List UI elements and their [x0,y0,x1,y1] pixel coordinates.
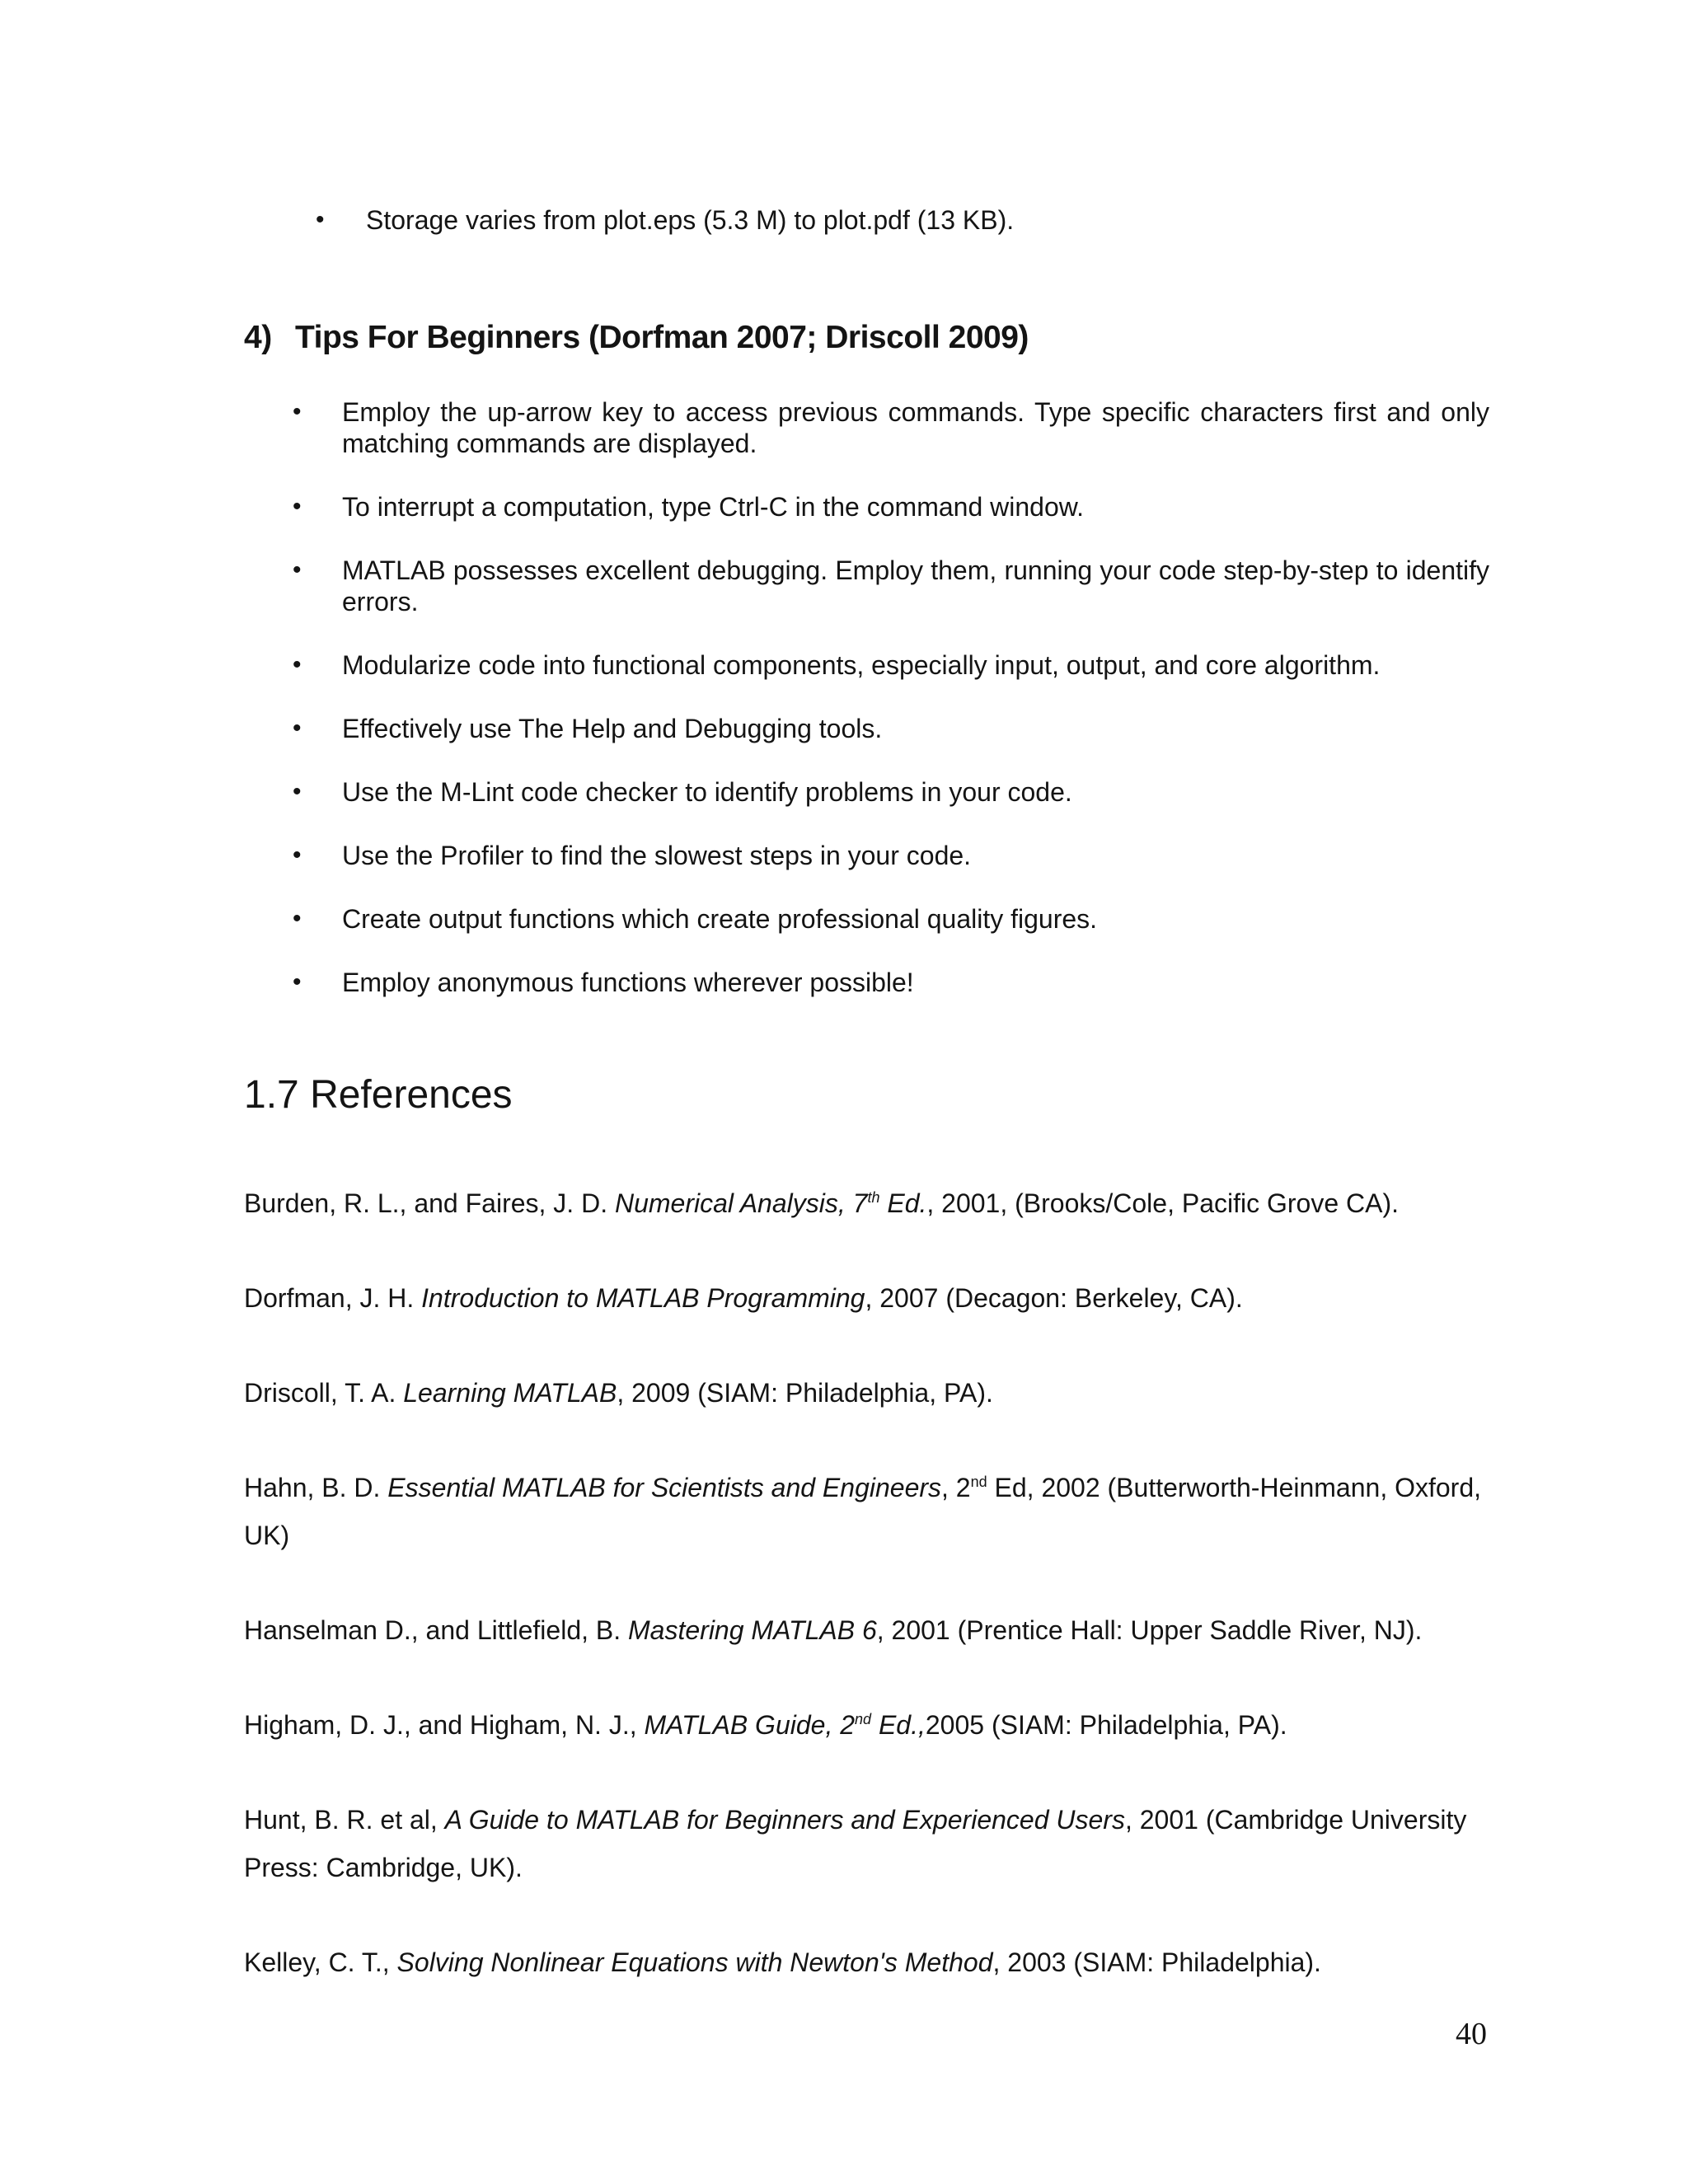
reference-entry [244,1606,1490,1654]
ref-title-after: Ed., [871,1710,926,1740]
ref-title: Learning MATLAB [403,1378,617,1408]
bullet-icon: • [293,398,302,425]
ref-title-text: Numerical Analysis, 7 [614,1188,868,1218]
reference-entry [244,1369,1490,1417]
reference-entry [244,1796,1490,1891]
ref-title: Solving Nonlinear Equations with Newton's Method [396,1947,993,1977]
ref-details: , 2001 (Prentice Hall: Upper Saddle River, NJ). [876,1615,1423,1645]
ref-authors: Burden, R. L., and Faires, J. D. [244,1188,615,1218]
ref-details: , 2001, (Brooks/Cole, Pacific Grove CA). [926,1188,1400,1218]
tips-heading-number: 4) [244,320,272,355]
ref-details-pre: , 2 [941,1473,971,1502]
ref-details: , 2007 (Decagon: Berkeley, CA). [865,1283,1243,1313]
ref-details: , 2001 (Cambridge University Press: Cambridge, UK). [244,1805,1467,1882]
tip-item: Use the Profiler to find the slowest steps in your code. [342,841,972,870]
storage-bullet-text: Storage varies from plot.eps (5.3 M) to plot.pdf (13 KB). [366,205,1015,235]
reference-entry [244,1274,1490,1322]
tip-item: Employ anonymous functions wherever possible! [342,968,914,997]
tips-heading [244,318,1029,358]
bullet-icon: • [293,651,302,678]
ref-details: Ed, 2002 (Butterworth-Heinmann, Oxford, UK) [244,1473,1482,1550]
reference-entry [244,1938,1490,1986]
tip-item: Modularize code into functional components, especially input, output, and core algorithm. [342,650,1381,680]
ref-authors: Kelley, C. T., [244,1947,397,1977]
tip-item: Create output functions which create professional quality figures. [342,904,1098,934]
reference-entry [244,1179,1490,1227]
reference-entry [244,1701,1490,1749]
tip-item: Employ the up-arrow key to access previous commands. Type specific characters first and only matching commands are displayed. [342,397,1489,458]
bullet-icon: • [293,905,302,932]
ref-title-after: Ed. [879,1188,927,1218]
ref-authors: Hunt, B. R. et al, [244,1805,445,1835]
page-number: 40 [1456,2017,1487,2051]
bullet-icon: • [293,493,302,520]
ref-title-sup: nd [855,1711,872,1727]
bullet-icon: • [293,715,302,742]
tip-item: To interrupt a computation, type Ctrl-C in the command window. [342,492,1084,522]
tip-item: Effectively use The Help and Debugging tools. [342,714,883,743]
bullet-icon: • [293,556,302,583]
ref-authors: Hahn, B. D. [244,1473,388,1502]
tip-item: Use the M-Lint code checker to identify problems in your code. [342,777,1072,807]
ref-authors: Dorfman, J. H. [244,1283,422,1313]
ref-details-sup: nd [970,1474,987,1490]
bullet-icon: • [293,778,302,805]
bullet-icon: • [316,206,325,233]
ref-title: Essential MATLAB for Scientists and Engineers [387,1473,942,1502]
references-heading: 1.7 References [244,1073,513,1117]
ref-authors: Driscoll, T. A. [244,1378,404,1408]
reference-entry [244,1464,1490,1559]
ref-details: 2005 (SIAM: Philadelphia, PA). [925,1710,1287,1740]
ref-details: , 2009 (SIAM: Philadelphia, PA). [617,1378,993,1408]
tips-heading-title: Tips For Beginners (Dorfman 2007; Driscoll 2009) [295,320,1029,355]
ref-title: Mastering MATLAB 6 [628,1615,877,1645]
ref-details: , 2003 (SIAM: Philadelphia). [992,1947,1321,1977]
ref-authors: Higham, D. J., and Higham, N. J., [244,1710,645,1740]
ref-title: Introduction to MATLAB Programming [421,1283,865,1313]
ref-title: A Guide to MATLAB for Beginners and Experienced Users [444,1805,1125,1835]
tip-item: MATLAB possesses excellent debugging. Employ them, running your code step-by-step to identify errors. [342,555,1489,616]
bullet-icon: • [293,841,302,869]
bullet-icon: • [293,968,302,996]
ref-title [615,1188,926,1218]
ref-title [645,1710,926,1740]
ref-authors: Hanselman D., and Littlefield, B. [244,1615,629,1645]
ref-title-text: MATLAB Guide, 2 [644,1710,856,1740]
ref-title-sup: th [867,1189,880,1206]
